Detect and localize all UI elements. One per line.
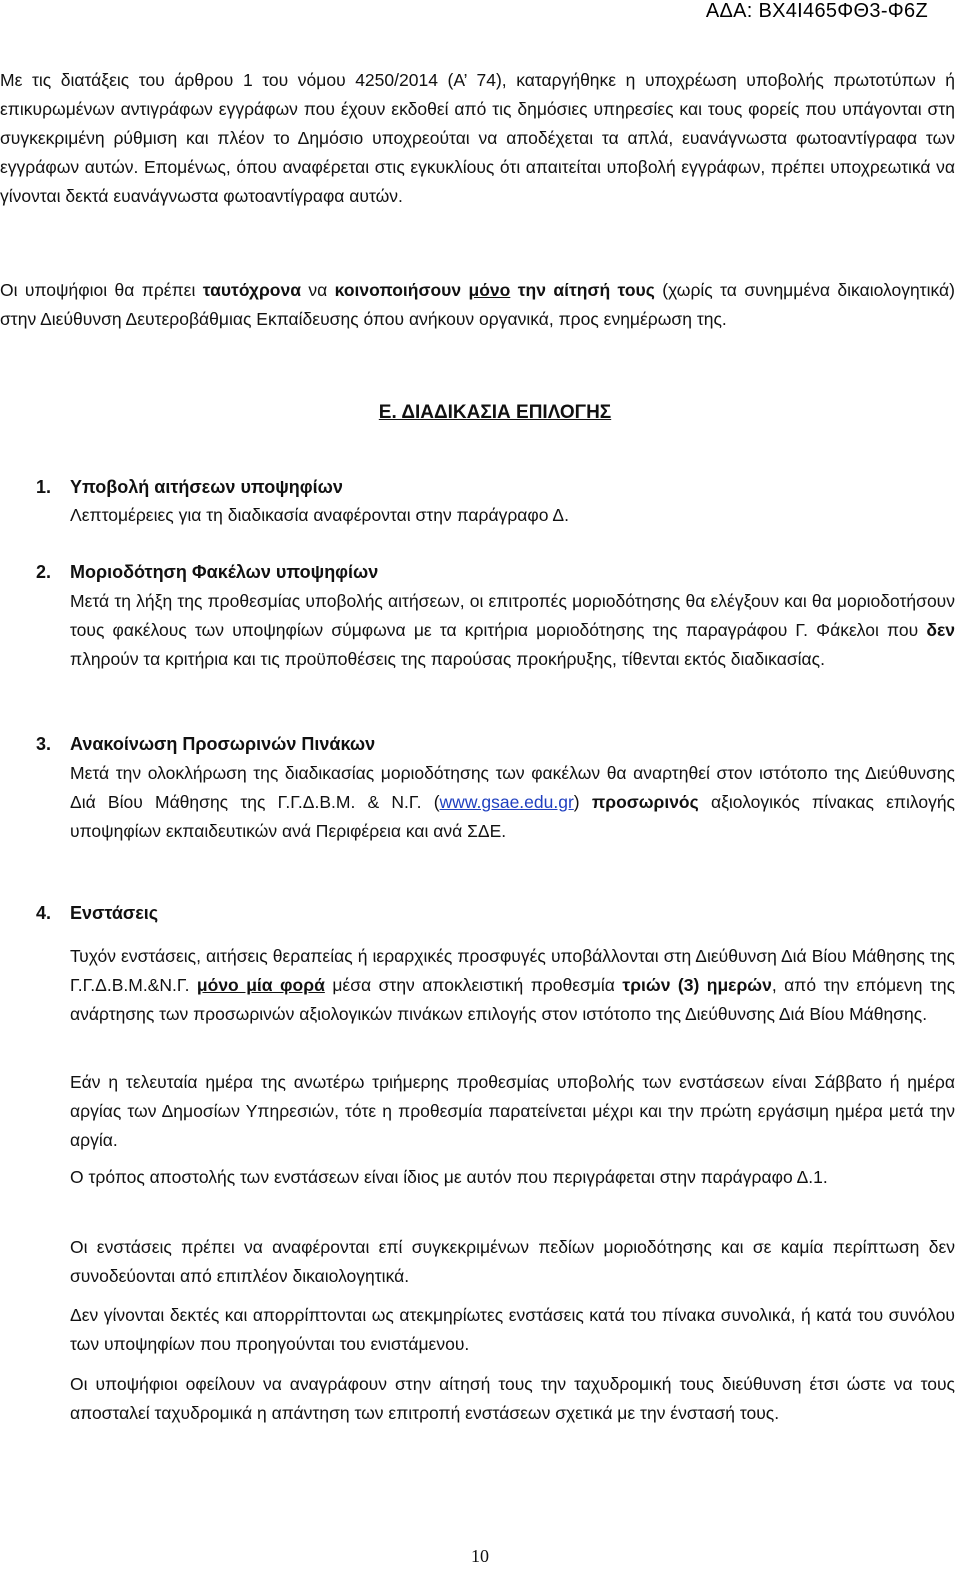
underlined: μόνο bbox=[468, 280, 511, 300]
objections-paragraph-5: Δεν γίνονται δεκτές και απορρίπτονται ως ατεκμηρίωτες ενστάσεις κατά του πίνακα συνολικά, ή κατά του συνόλου των υποψηφίων που προηγούνται του ενιστάμενου. bbox=[70, 1305, 955, 1354]
intro-paragraph: Με τις διατάξεις του άρθρου 1 του νόμου 4250/2014 (Α’ 74), καταργήθηκε η υποχρέωση υποβολής πρωτοτύπων ή επικυρωμένων αντιγράφων εγγράφων που έχουν εκδοθεί από τις δημόσιες υπηρεσίες και τους φορείς που υπάγονται στη συγκεκριμένη ρύθμιση και πλέον το Δημόσιο υποχρεούται να αποδέχεται τα απλά, ευανάγνωστα φωτοαντίγραφα των εγγράφων αυτών. Επομένως, όπου αναφέρεται στις εγκυκλίους ότι απαιτείται υποβολή εγγράφων, πρέπει υποχρεωτικά να γίνονται δεκτά ευανάγνωστα φωτοαντίγραφα αυτών. bbox=[0, 70, 955, 206]
section-1-heading bbox=[36, 477, 343, 498]
section-number: 3. bbox=[36, 734, 52, 754]
text: Οι υποψήφιοι θα πρέπει bbox=[0, 280, 203, 300]
section-title-text: Ενστάσεις bbox=[70, 903, 159, 923]
page-number: 10 bbox=[471, 1546, 489, 1566]
emphasis: την αίτησή τους bbox=[517, 280, 655, 300]
section-title: Ε. ΔΙΑΔΙΚΑΣΙΑ ΕΠΙΛΟΓΗΣ bbox=[378, 402, 612, 423]
emphasis: κοινοποιήσουν bbox=[334, 280, 462, 300]
text: , από την επόμενη της ανάρτησης των προσωρινών αξιολογικών πινάκων επιλογής στον ιστότοπο της Διεύθυνσης Διά Βίου Μάθησης. bbox=[70, 975, 956, 1024]
text: Μετά την ολοκλήρωση της διαδικασίας μοριοδότησης των φακέλων θα αναρτηθεί στον ιστότοπο της Διεύθυνσης Διά Βίου Μάθησης της Γ.Γ.Δ.Β.Μ. & Ν.Γ. ( bbox=[70, 763, 955, 812]
section-4-heading bbox=[36, 903, 158, 924]
section-2-text bbox=[70, 587, 955, 674]
text: μέσα στην αποκλειστική προθεσμία bbox=[324, 975, 623, 995]
objections-paragraph-6: Οι υποψήφιοι οφείλουν να αναγράφουν στην αίτησή τους την ταχυδρομική τους διεύθυνση έτσι ώστε να τους αποσταλεί ταχυδρομικά η απάντηση των επιτροπή ενστάσεων σχετικά με την ένστασή τους. bbox=[70, 1374, 955, 1423]
gsae-link[interactable]: www.gsae.edu.gr bbox=[439, 792, 574, 812]
text: ) bbox=[573, 792, 592, 812]
section-title-text: Μοριοδότηση Φακέλων υποψηφίων bbox=[70, 562, 379, 582]
emphasis: ταυτόχρονα bbox=[202, 280, 301, 300]
section-1-text: Λεπτομέρειες για τη διαδικασία αναφέρονται στην παράγραφο Δ. bbox=[70, 505, 569, 525]
text: Τυχόν ενστάσεις, αιτήσεις θεραπείας ή ιεραρχικές προσφυγές υποβάλλονται στη Διεύθυνση Διά Βίου Μάθησης της Γ.Γ.Δ.Β.Μ.&Ν.Γ. bbox=[70, 946, 955, 995]
emphasis: προσωρινός bbox=[591, 792, 699, 812]
underlined: μόνο μία φορά bbox=[196, 975, 325, 995]
objections-paragraph-3: Ο τρόπος αποστολής των ενστάσεων είναι ίδιος με αυτόν που περιγράφεται στην παράγραφο Δ.1. bbox=[70, 1167, 828, 1187]
objections-paragraph-4: Οι ενστάσεις πρέπει να αναφέρονται επί συγκεκριμένων πεδίων μοριοδότησης και σε καμία περίπτωση δεν συνοδεύονται από επιπλέον δικαιολογητικά. bbox=[70, 1237, 955, 1286]
ada-code: ΑΔΑ: ΒΧ4Ι465ΦΘ3-Φ6Ζ bbox=[705, 0, 928, 22]
section-title-text: Υποβολή αιτήσεων υποψηφίων bbox=[70, 477, 343, 497]
text: αξιολογικός πίνακας επιλογής υποψηφίων εκπαιδευτικών ανά Περιφέρεια και ανά ΣΔΕ. bbox=[70, 792, 955, 841]
section-2-heading bbox=[36, 562, 378, 583]
text: (χωρίς τα συνημμένα δικαιολογητικά) στην Διεύθυνση Δευτεροβάθμιας Εκπαίδευσης όπου ανήκουν οργανικά, προς ενημέρωση της. bbox=[0, 280, 955, 329]
section-3-heading bbox=[36, 734, 375, 755]
emphasis bbox=[468, 280, 510, 300]
section-number: 2. bbox=[36, 562, 52, 582]
section-number: 1. bbox=[36, 477, 52, 497]
section-title-text: Ανακοίνωση Προσωρινών Πινάκων bbox=[70, 734, 376, 754]
text: πληρούν τα κριτήρια και τις προϋποθέσεις της παρούσας προκήρυξης, τίθενται εκτός διαδικασίας. bbox=[70, 649, 825, 669]
section-3-text bbox=[70, 759, 955, 846]
emphasis bbox=[197, 975, 325, 995]
notification-paragraph bbox=[0, 276, 955, 334]
section-number: 4. bbox=[36, 903, 52, 923]
text: να bbox=[300, 280, 335, 300]
emphasis: δεν bbox=[926, 620, 955, 640]
text bbox=[510, 280, 517, 300]
objections-paragraph-1 bbox=[70, 942, 955, 1029]
objections-paragraph-2: Εάν η τελευταία ημέρα της ανωτέρω τριήμερης προθεσμίας υποβολής των ενστάσεων είναι Σάββατο ή ημέρα αργίας των Δημοσίων Υπηρεσιών, τότε η προθεσμία παρατείνεται μέχρι και την πρώτη εργάσιμη ημέρα μετά την αργία. bbox=[70, 1072, 955, 1150]
emphasis: τριών (3) ημερών bbox=[622, 975, 772, 995]
text: Μετά τη λήξη της προθεσμίας υποβολής αιτήσεων, οι επιτροπές μοριοδότησης θα ελέγξουν και θα μοριοδοτήσουν τους φακέλους των υποψηφίων σύμφωνα με τα κριτήρια μοριοδότησης της παραγράφου Γ. Φάκελοι που bbox=[70, 591, 955, 640]
